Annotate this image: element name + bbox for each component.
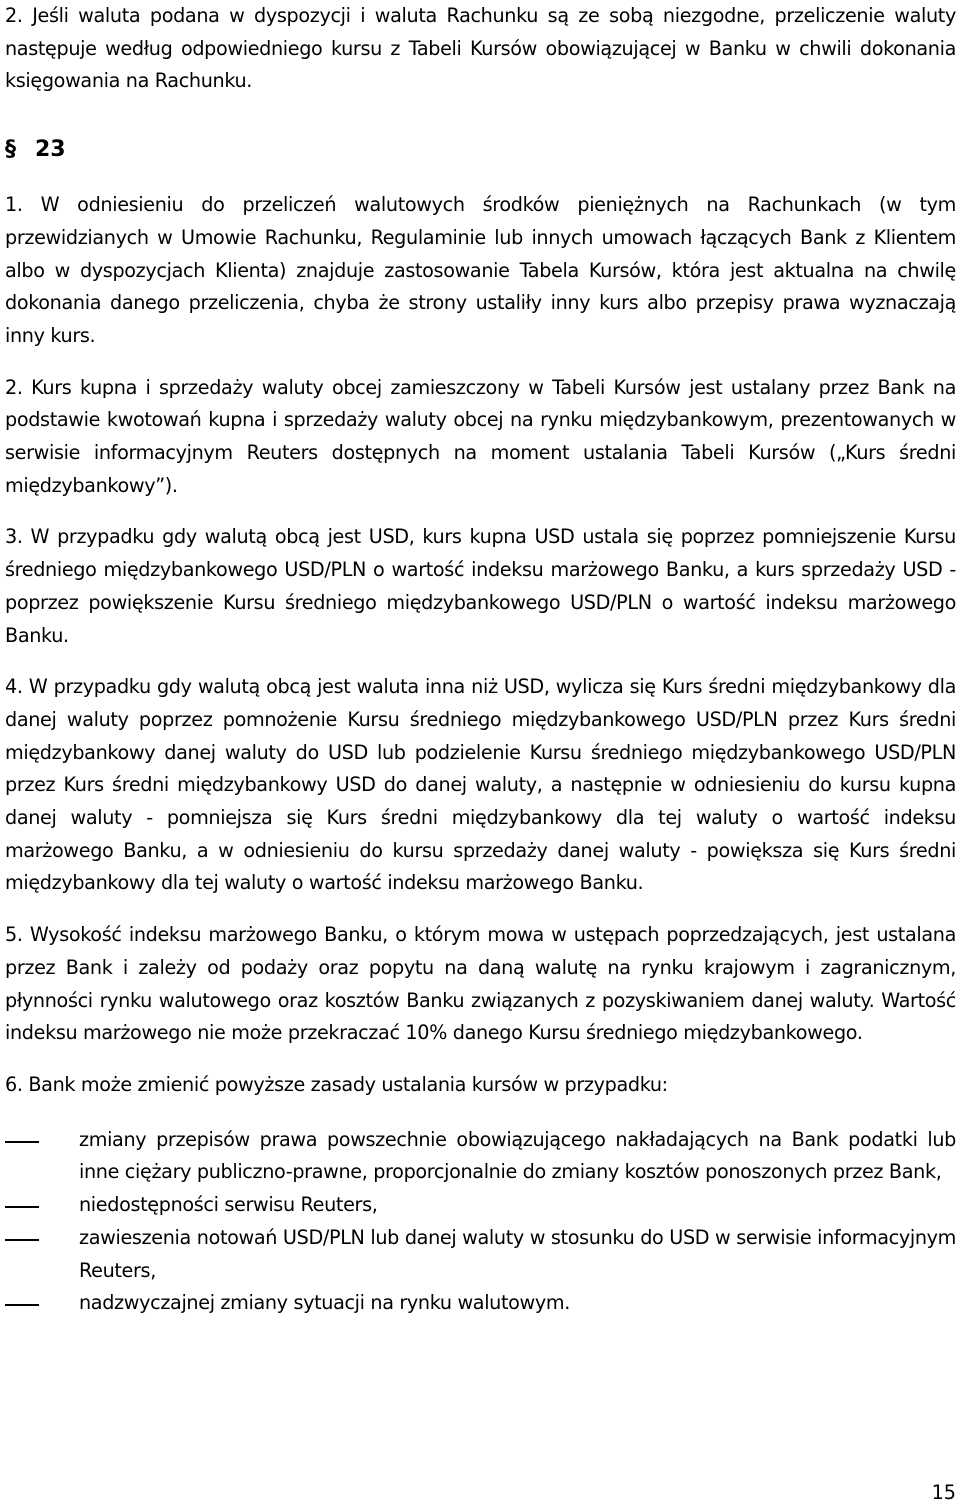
list-item — [5, 1222, 956, 1287]
document-page — [5, 0, 956, 1320]
section-item-5: 5. Wysokość indeksu marżowego Banku, o którym mowa w ustępach poprzedzających, jest ustalana przez Bank i zależy od podaży oraz popytu na daną walutę na rynku krajowym i zagranicznym, płynności rynku walutowego oraz kosztów Banku związanych z pozyskiwaniem danej waluty. Wartość indeksu marżowego nie może przekraczać 10% danego Kursu średniego międzybankowego. — [5, 923, 956, 1045]
section-item-1: 1. W odniesieniu do przeliczeń walutowych środków pieniężnych na Rachunkach (w tym przewidzianych w Umowie Rachunku, Regulaminie lub innych umowach łączących Bank z Klientem albo w dyspozycjach Klienta) znajduje zastosowanie Tabela Kursów, która jest aktualna na chwilę dokonania danego przeliczenia, chyba że strony ustaliły inny kurs albo przepisy prawa wyznaczają inny kurs. — [5, 193, 956, 347]
page-number: 15 — [931, 1481, 956, 1504]
list-item-text: zawieszenia notowań USD/PLN lub danej waluty w stosunku do USD w serwisie informacyjnym Reuters, — [79, 1225, 956, 1282]
list-item-text: zmiany przepisów prawa powszechnie obowiązującego nakładających na Bank podatki lub inne ciężary publiczno-prawne, proporcjonalnie do zmiany kosztów ponoszonych przez Bank, — [79, 1127, 956, 1184]
paragraph-2-intro: 2. Jeśli waluta podana w dyspozycji i waluta Rachunku są ze sobą niezgodne, przeliczenie waluty następuje według odpowiedniego kursu z Tabeli Kursów obowiązującej w Banku w chwili dokonania księgowania na Rachunku. — [5, 4, 956, 93]
section-item-2: 2. Kurs kupna i sprzedaży waluty obcej zamieszczony w Tabeli Kursów jest ustalany przez Bank na podstawie kwotowań kupna i sprzedaży waluty obcej na rynku międzybankowym, prezentowanych w serwisie informacyjnym Reuters dostępnych na moment ustalania Tabeli Kursów („Kurs średni międzybankowy”). — [5, 375, 956, 497]
section-heading — [5, 134, 956, 166]
list-item-text: nadzwyczajnej zmiany sytuacji na rynku walutowym. — [79, 1291, 570, 1315]
section-item-6: 6. Bank może zmienić powyższe zasady ustalania kursów w przypadku: — [5, 1072, 668, 1096]
list-item — [5, 1189, 956, 1222]
list-item — [5, 1287, 956, 1320]
dash-list — [5, 1124, 956, 1320]
section-item-3: 3. W przypadku gdy walutą obcą jest USD, kurs kupna USD ustala się poprzez pomniejszenie Kursu średniego międzybankowego USD/PLN o wartość indeksu marżowego Banku, a kurs sprzedaży USD - poprzez powiększenie Kursu średniego międzybankowego USD/PLN o wartość indeksu marżowego Banku. — [5, 525, 956, 647]
list-item-text: niedostępności serwisu Reuters, — [79, 1193, 378, 1217]
section-number: 23 — [35, 137, 66, 163]
section-sign: § — [5, 137, 16, 163]
list-item — [5, 1124, 956, 1189]
section-item-4: 4. W przypadku gdy walutą obcą jest waluta inna niż USD, wylicza się Kurs średni międzybankowy dla danej waluty poprzez pomnożenie Kursu średniego międzybankowego USD/PLN przez Kurs średni międzybankowy danej waluty do USD lub podzielenie Kursu średniego międzybankowego USD/PLN przez Kurs średni międzybankowy USD do danej waluty, a następnie w odniesieniu do kursu kupna danej waluty - pomniejsza się Kurs średni międzybankowy dla tej waluty o wartość indeksu marżowego Banku, a w odniesieniu do kursu sprzedaży danej waluty - powiększa się Kurs średni międzybankowy dla tej waluty o wartość indeksu marżowego Banku. — [5, 675, 956, 895]
